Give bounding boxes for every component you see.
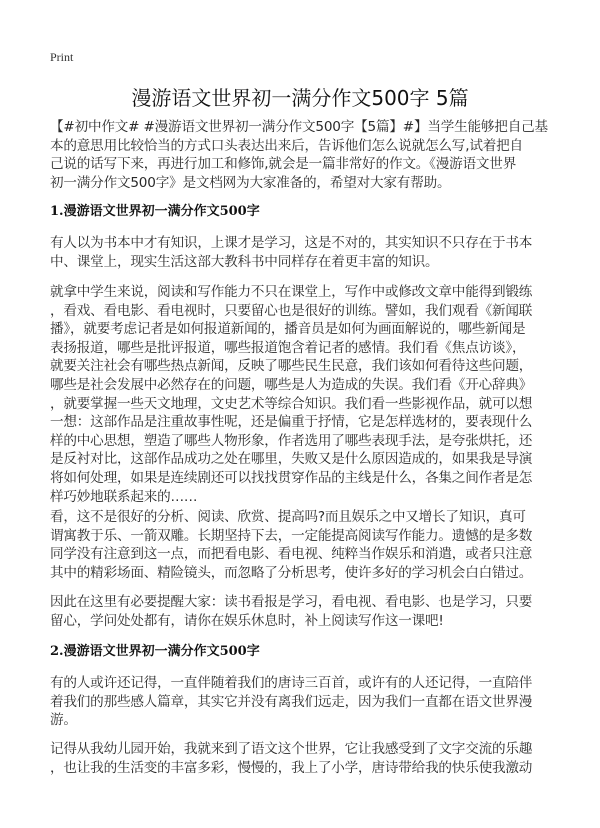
text-line: 看，这不是很好的分析、阅读、欣赏、提高吗?而且娱乐之中又增长了知识，真可 bbox=[50, 509, 526, 525]
text-line: 本的意思用比较恰当的方式口头表达出来后，告诉他们怎么说就怎么写,试着把自 bbox=[50, 137, 523, 154]
text-line: 就要关注社会有哪些热点新闻，反映了哪些民生民意，我们该如何看待这些问题， bbox=[50, 358, 533, 375]
text-line: 样的中心思想，塑造了哪些人物形象，作者选用了哪些表现手法，是夸张烘托，还 bbox=[50, 432, 533, 449]
text-line: 有人以为书本中才有知识，上课才是学习，这是不对的，其实知识不只存在于书本 bbox=[50, 235, 533, 251]
page-title: 漫游语文世界初一满分作文500字 5篇 bbox=[131, 86, 469, 110]
section-heading-2: 2.漫游语文世界初一满分作文500字 bbox=[50, 644, 260, 659]
text-line: 将如何处理，如果是连续剧还可以找找贯穿作品的主线是什么，各集之间作者是怎 bbox=[50, 469, 533, 486]
text-line: 留心，学问处处都有，请你在娱乐休息时，补上阅读写作这一课吧! bbox=[50, 612, 444, 629]
text-line: 就拿中学生来说，阅读和写作能力不只在课堂上，写作中或修改文章中能得到锻练 bbox=[50, 284, 533, 300]
text-line: 中、课堂上，现实生活这部大教科书中同样存在着更丰富的知识。 bbox=[50, 253, 439, 270]
paragraph bbox=[50, 593, 550, 630]
text-line: 着我们的那些感人篇章，其实它并没有离我们远走，因为我们一直都在语文世界漫 bbox=[50, 693, 533, 710]
text-line: 己说的话写下来，再进行加工和修饰,就会是一篇非常好的作文。《漫游语文世界 bbox=[50, 156, 517, 173]
text-line: ，就要掌握一些天文地理，文史艺术等综合知识。我们看一些影视作品，就可以想 bbox=[50, 395, 533, 412]
text-line: 一想：这部作品是注重故事性呢，还是偏重于抒情，它是怎样选材的，要表现什么 bbox=[50, 414, 533, 431]
text-line: 同学没有注意到这一点，而把看电影、看电视、纯粹当作娱乐和消遣，或者只注意 bbox=[50, 546, 533, 563]
text-line: 其中的精彩场面、精险镜头，而忽略了分析思考，使许多好的学习机会白白错过。 bbox=[50, 564, 533, 581]
section-heading-1: 1.漫游语文世界初一满分作文500字 bbox=[50, 204, 260, 219]
text-line: 【#初中作文# #漫游语文世界初一满分作文500字【5篇】#】当学生能够把自己基 bbox=[50, 119, 548, 135]
intro-paragraph bbox=[50, 118, 550, 192]
text-line: 有的人或许还记得，一直伴随着我们的唐诗三百首，或许有的人还记得，一直陪伴 bbox=[50, 675, 533, 691]
text-line: 谓寓教于乐、一箭双雕。长期坚持下去，一定能提高阅读写作能力。遗憾的是多数 bbox=[50, 527, 533, 544]
paragraph bbox=[50, 234, 550, 271]
text-line: 播》，就要考虑记者是如何报道新闻的，播音员是如何为画面解说的，哪些新闻是 bbox=[50, 321, 526, 338]
paragraph bbox=[50, 283, 550, 506]
print-link[interactable]: Print bbox=[50, 50, 74, 64]
text-line: 因此在这里有必要提醒大家：读书看报是学习，看电视、看电影、也是学习，只要 bbox=[50, 594, 533, 610]
text-line: 游。 bbox=[50, 712, 77, 729]
text-line: 初一满分作文500字》是文档网为大家准备的，希望对大家有帮助。 bbox=[50, 174, 451, 191]
text-line: 哪些是社会发展中必然存在的问题，哪些是人为造成的失误。我们看《开心辞典》 bbox=[50, 376, 533, 393]
paragraph bbox=[50, 740, 550, 777]
text-line: 表扬报道，哪些是批评报道，哪些报道饱含着记者的感情。我们看《焦点访谈》， bbox=[50, 339, 526, 356]
text-line: 样巧妙地联系起来的…… bbox=[50, 488, 198, 505]
text-line: ，看戏、看电影、看电视时，只要留心也是很好的训练。譬如，我们观看《新闻联 bbox=[50, 302, 533, 319]
text-line: 记得从我幼儿园开始，我就来到了语文这个世界，它让我感受到了文字交流的乐趣 bbox=[50, 741, 533, 757]
paragraph bbox=[50, 674, 550, 730]
text-line: 是反衬对比，这部作品成功之处在哪里，失败又是什么原因造成的，如果我是导演 bbox=[50, 451, 533, 468]
paragraph bbox=[50, 508, 550, 582]
text-line: ，也让我的生活变的丰富多彩，慢慢的，我上了小学，唐诗带给我的快乐使我激动 bbox=[50, 759, 533, 776]
